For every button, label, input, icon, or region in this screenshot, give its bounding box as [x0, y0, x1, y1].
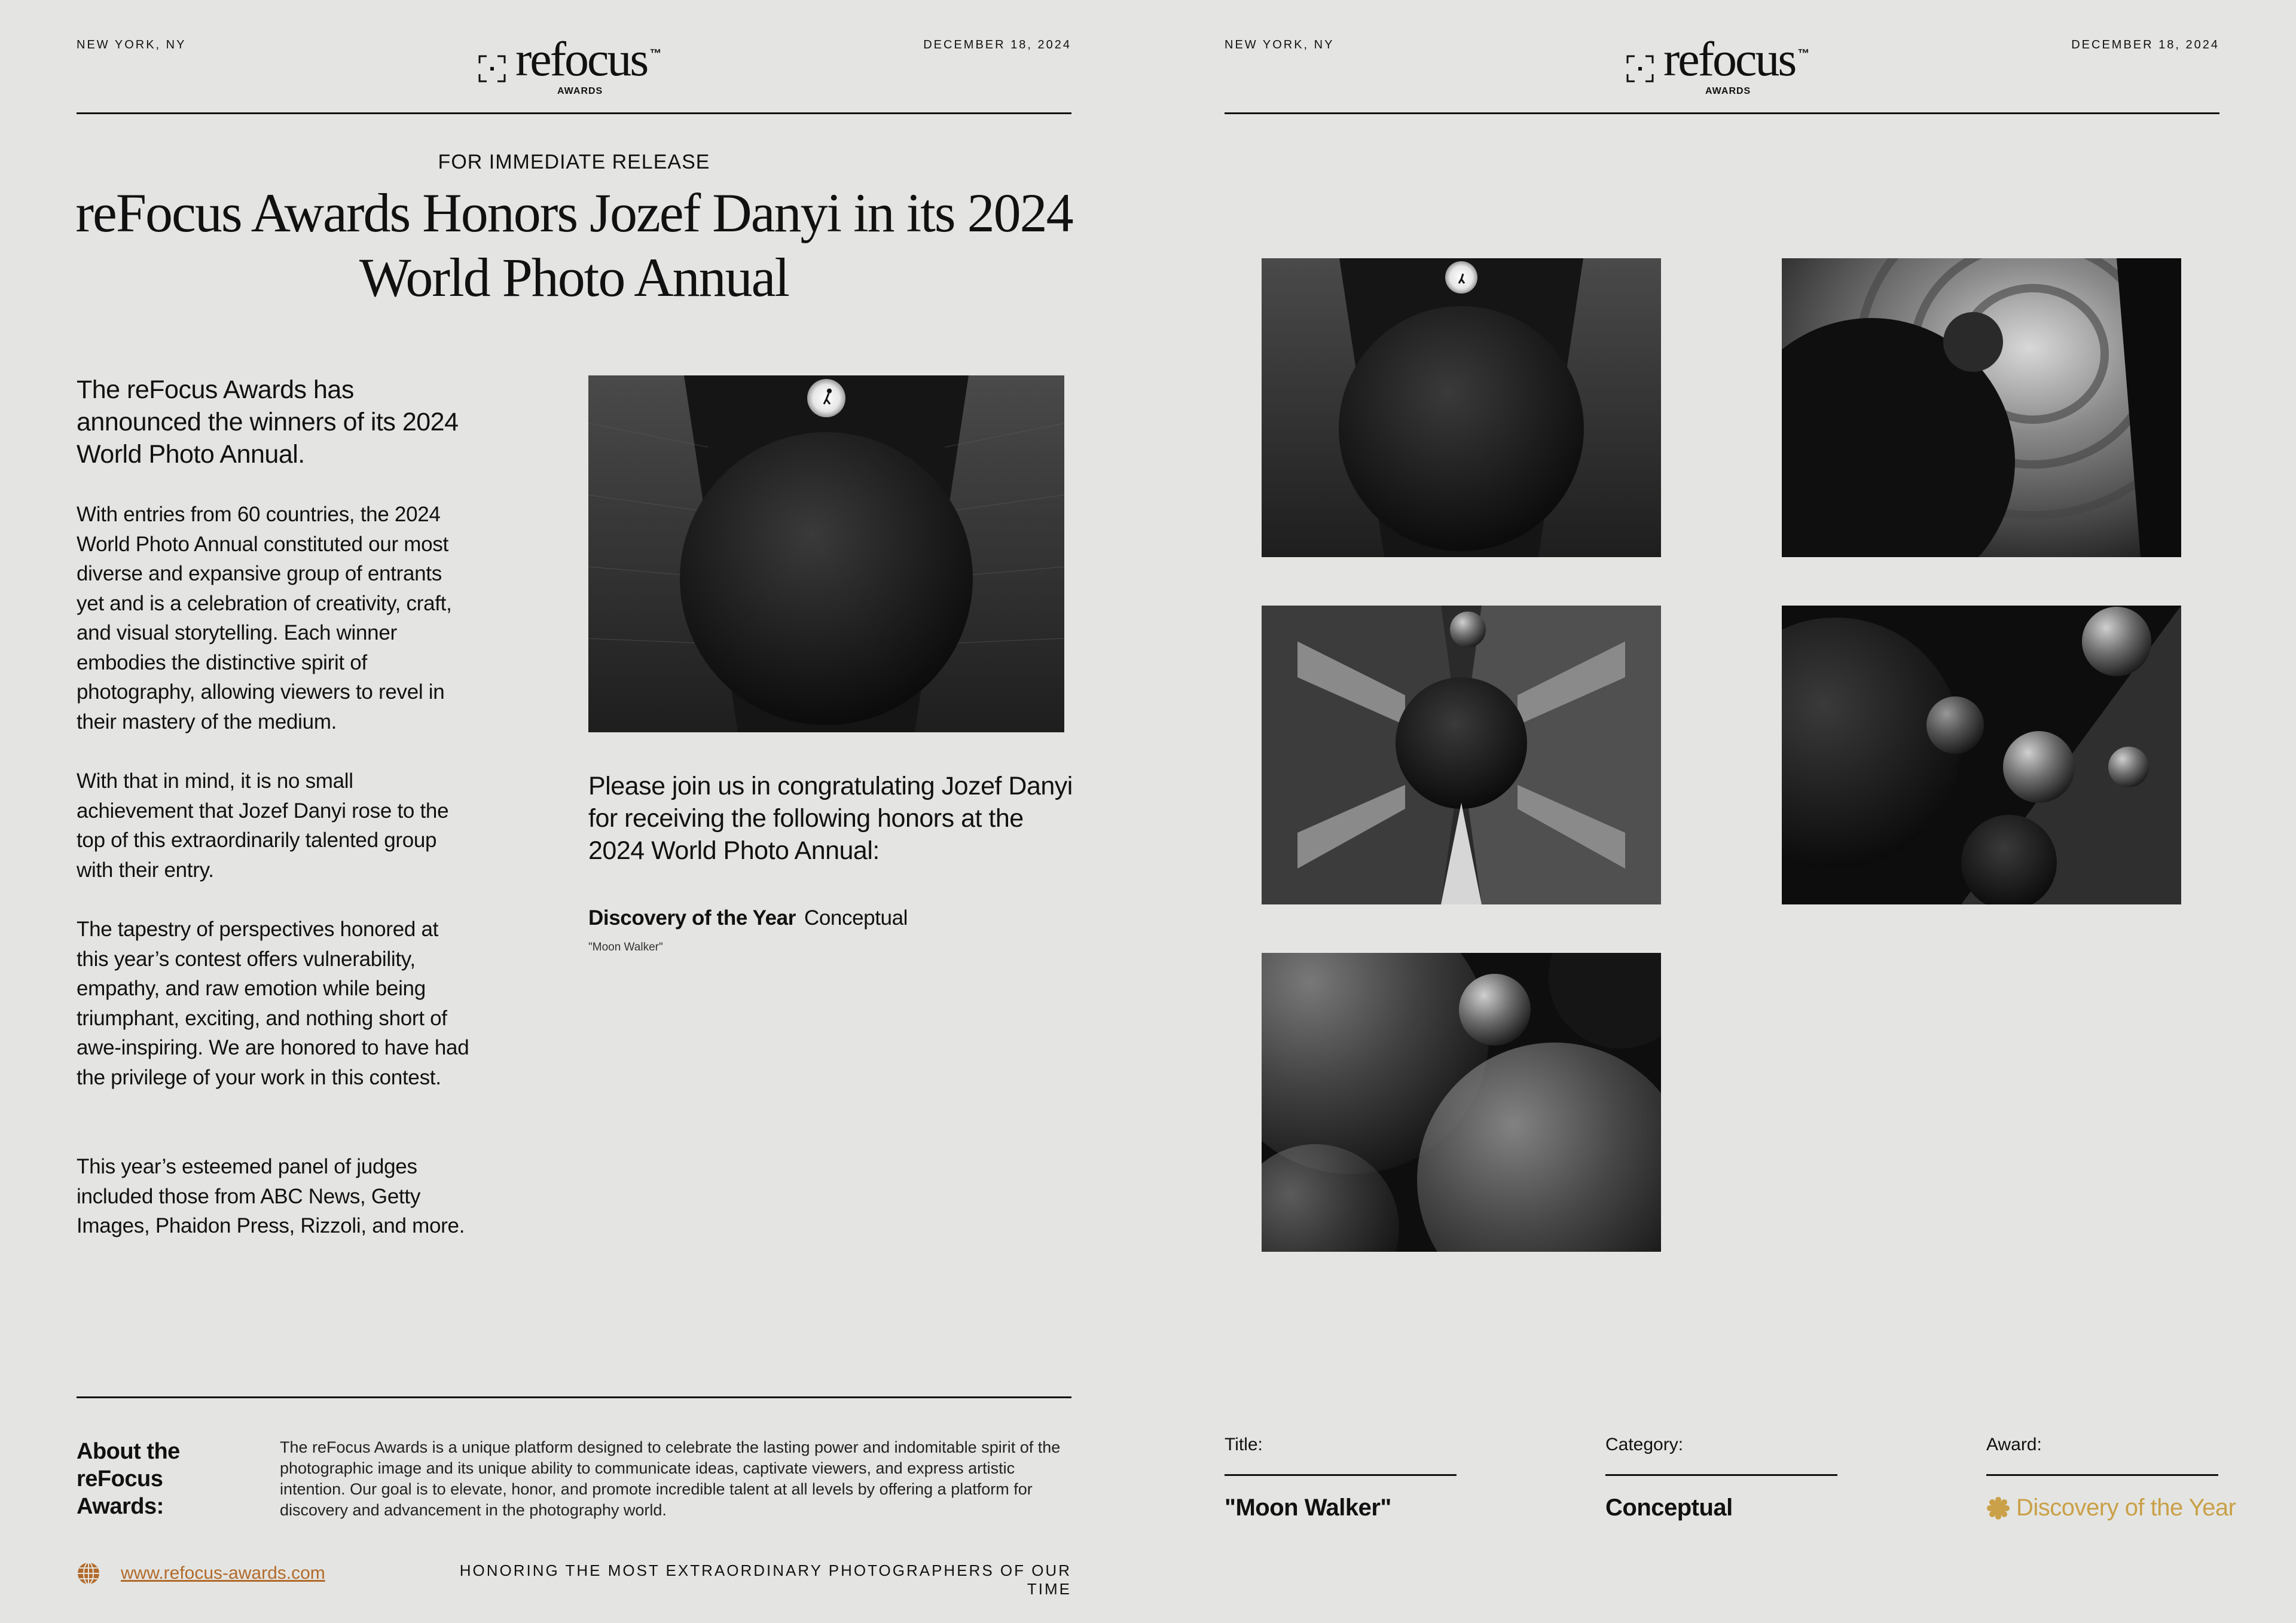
gallery-photo — [1262, 606, 1661, 904]
about-body: The reFocus Awards is a unique platform designed to celebrate the lasting power and indomitable spirit of the photographic image and its unique ability to communicate ideas, captivate viewers, and express artistic intention. Our goal is to elevate, honor, and promote incredible talent at all levels by offering a platform for discovery and advancement in the photography world. — [280, 1438, 1061, 1519]
release-date: DECEMBER 18, 2024 — [923, 38, 1071, 51]
category-label: Category: — [1605, 1435, 1684, 1454]
release-date: DECEMBER 18, 2024 — [2071, 38, 2219, 51]
featured-photo — [588, 375, 1064, 732]
header-divider — [77, 112, 1071, 114]
headline-line-1: reFocus Awards Honors Jozef Danyi in its 2024 — [75, 182, 1073, 243]
logo-word: refocus — [1663, 32, 1796, 86]
award-value — [1986, 1494, 2236, 1521]
website-link[interactable]: www.refocus-awards.com — [121, 1563, 325, 1583]
logo-sub: AWARDS — [557, 86, 603, 96]
gallery-photo — [1262, 953, 1661, 1252]
refocus-logo — [478, 30, 670, 102]
category-divider — [1605, 1474, 1837, 1476]
gallery-photo — [1262, 258, 1661, 557]
tagline: HONORING THE MOST EXTRAORDINARY PHOTOGRAPHERS OF OUR TIME — [459, 1561, 1071, 1598]
honor-award: Discovery of the Year — [588, 906, 796, 930]
body-paragraph: The tapestry of perspectives honored at this year’s contest offers vulnerability, empathy, and raw emotion while being triumphant, exciting, and nothing short of awe-inspiring. We are honored to have had the privilege of your work in this contest. — [77, 918, 469, 1089]
category-value: Conceptual — [1605, 1494, 1733, 1521]
title-label: Title: — [1225, 1435, 1263, 1454]
congratulations-text: Please join us in congratulating Jozef Danyi for receiving the following honors at the 2024 World Photo Annual: — [588, 772, 1073, 865]
headline — [66, 181, 1082, 310]
focus-frame-icon — [478, 55, 506, 82]
location: NEW YORK, NY — [77, 38, 187, 51]
honor-line — [588, 906, 908, 930]
body-paragraph: This year’s esteemed panel of judges included those from ABC News, Getty Images, Phaidon Press, Rizzoli, and more. — [77, 1155, 465, 1237]
logo-tm: ™ — [649, 47, 662, 60]
title-divider — [1225, 1474, 1457, 1476]
logo-sub: AWARDS — [1705, 86, 1751, 96]
body-paragraph: With that in mind, it is no small achievement that Jozef Danyi rose to the top of this extraordinarily talented group with their entry. — [77, 769, 449, 882]
gallery-photo — [1782, 606, 2181, 904]
globe-icon — [77, 1561, 100, 1585]
gallery-photo — [1782, 258, 2181, 557]
body-paragraph: With entries from 60 countries, the 2024 World Photo Annual constituted our most diverse and expansive group of entrants yet and is a celebration of creativity, craft, and visual storytelling. Each winner embodies the distinctive spirit of photography, allowing viewers to revel in their mastery of the medium. — [77, 503, 452, 733]
footer-divider — [77, 1396, 1071, 1398]
entry-gallery-page — [1148, 0, 2296, 1623]
award-text: Discovery of the Year — [2016, 1494, 2236, 1521]
honor-category: Conceptual — [804, 906, 908, 930]
about-title: About the reFocus Awards: — [77, 1439, 180, 1519]
logo-word: refocus — [515, 32, 648, 86]
refocus-logo — [1626, 30, 1818, 102]
title-value: "Moon Walker" — [1225, 1494, 1391, 1521]
award-divider — [1986, 1474, 2218, 1476]
logo-tm: ™ — [1797, 47, 1810, 60]
award-badge-icon — [1986, 1496, 2010, 1520]
focus-frame-icon — [1626, 55, 1654, 82]
header-divider — [1225, 112, 2219, 114]
honor-title: "Moon Walker" — [588, 941, 663, 953]
location: NEW YORK, NY — [1225, 38, 1335, 51]
lede: The reFocus Awards has announced the winners of its 2024 World Photo Annual. — [77, 375, 459, 469]
release-label: FOR IMMEDIATE RELEASE — [438, 151, 710, 173]
award-label: Award: — [1986, 1435, 2042, 1454]
headline-line-2: World Photo Annual — [359, 247, 789, 308]
